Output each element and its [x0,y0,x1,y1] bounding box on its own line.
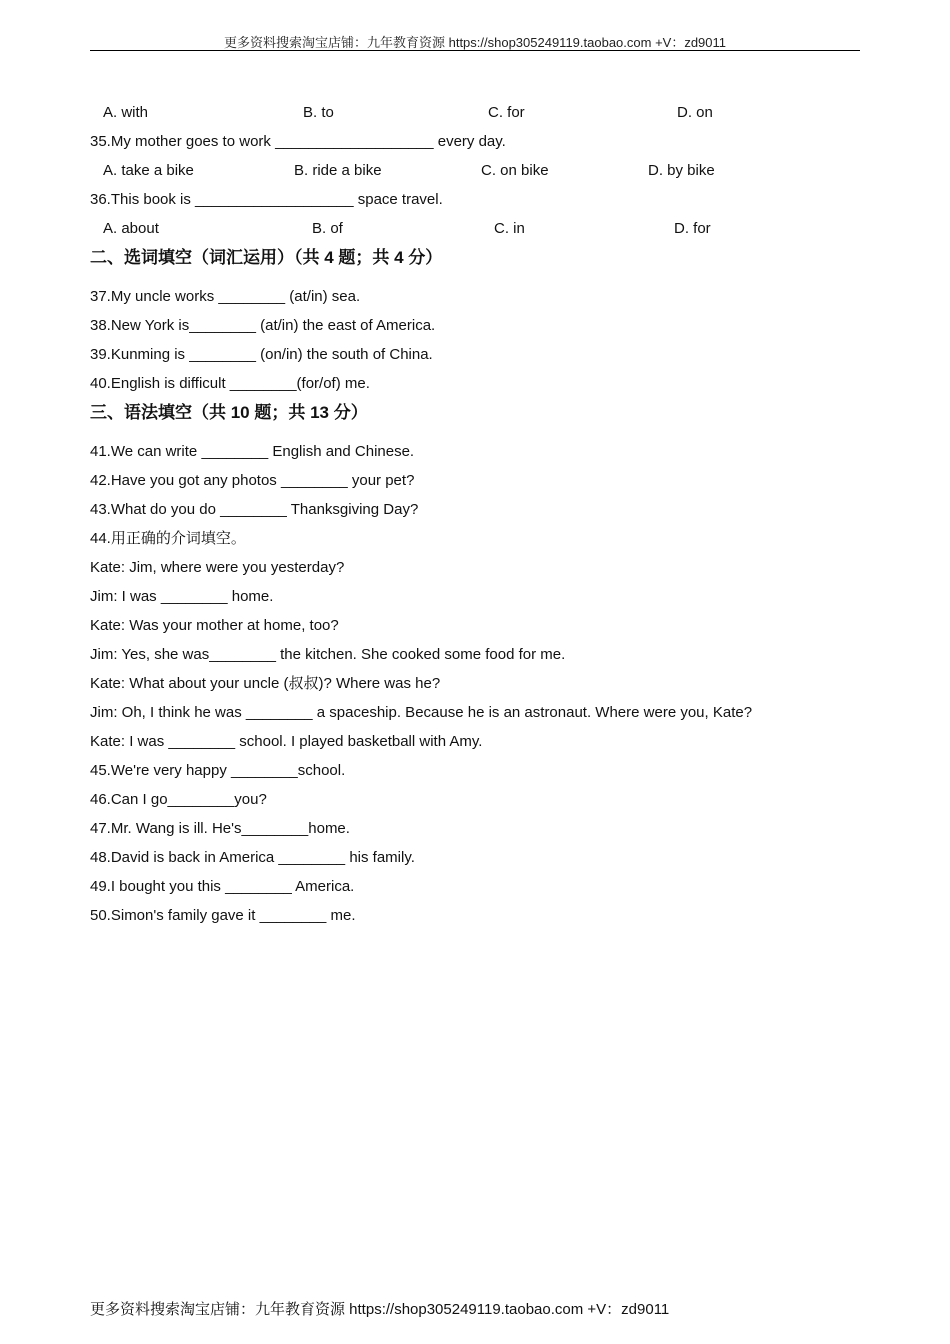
page-footer: 更多资料搜索淘宝店铺：九年教育资源 https://shop305249119.taobao.com +V：zd9011 [90,1301,670,1318]
dialogue-line: Kate: Was your mother at home, too? [90,617,339,634]
q36-stem: 36.This book is ___________________ space travel. [90,191,443,208]
q35-option-a: A. take a bike [103,162,194,179]
dialogue-line: Kate: I was ________ school. I played basketball with Amy. [90,733,483,750]
question-line: 49.I bought you this ________ America. [90,878,355,895]
q35-option-c: C. on bike [481,162,549,179]
question-line: 41.We can write ________ English and Chinese. [90,443,415,460]
question-line: 47.Mr. Wang is ill. He's________home. [90,820,350,837]
question-line: 45.We're very happy ________school. [90,762,346,779]
q35-stem: 35.My mother goes to work ___________________ every day. [90,133,506,150]
q36-option-c: C. in [494,220,525,237]
q36-option-d: D. for [674,220,711,237]
question-line: 44.用正确的介词填空。 [90,530,246,547]
question-line: 50.Simon's family gave it ________ me. [90,907,356,924]
question-line: 48.David is back in America ________ his family. [90,849,415,866]
q34-option-b: B. to [303,104,334,121]
q35-option-d: D. by bike [648,162,715,179]
q35-option-b: B. ride a bike [294,162,382,179]
question-line: 40.English is difficult ________(for/of) me. [90,375,370,392]
q34-option-c: C. for [488,104,525,121]
page-header: 更多资料搜索淘宝店铺：九年教育资源 https://shop305249119.taobao.com +V：zd9011 [223,35,727,50]
question-line: 42.Have you got any photos ________ your pet? [90,472,415,489]
q36-option-b: B. of [312,220,343,237]
dialogue-line: Kate: Jim, where were you yesterday? [90,559,345,576]
dialogue-line: Kate: What about your uncle (叔叔)? Where was he? [90,675,441,692]
question-line: 38.New York is________ (at/in) the east of America. [90,317,436,334]
section2-title: 二、选词填空（词汇运用）（共 4 题；共 4 分） [90,248,443,267]
dialogue-line: Jim: Oh, I think he was ________ a spaceship. Because he is an astronaut. Where were you, Kate? [90,704,753,721]
q34-option-d: D. on [677,104,713,121]
section3-title: 三、语法填空（共 10 题；共 13 分） [90,403,368,422]
dialogue-line: Jim: I was ________ home. [90,588,274,605]
header-rule [90,50,860,51]
question-line: 43.What do you do ________ Thanksgiving Day? [90,501,419,518]
q36-option-a: A. about [103,220,159,237]
dialogue-line: Jim: Yes, she was________ the kitchen. She cooked some food for me. [90,646,566,663]
question-line: 39.Kunming is ________ (on/in) the south of China. [90,346,433,363]
question-line: 37.My uncle works ________ (at/in) sea. [90,288,361,305]
question-line: 46.Can I go________you? [90,791,267,808]
q34-option-a: A. with [103,104,149,121]
